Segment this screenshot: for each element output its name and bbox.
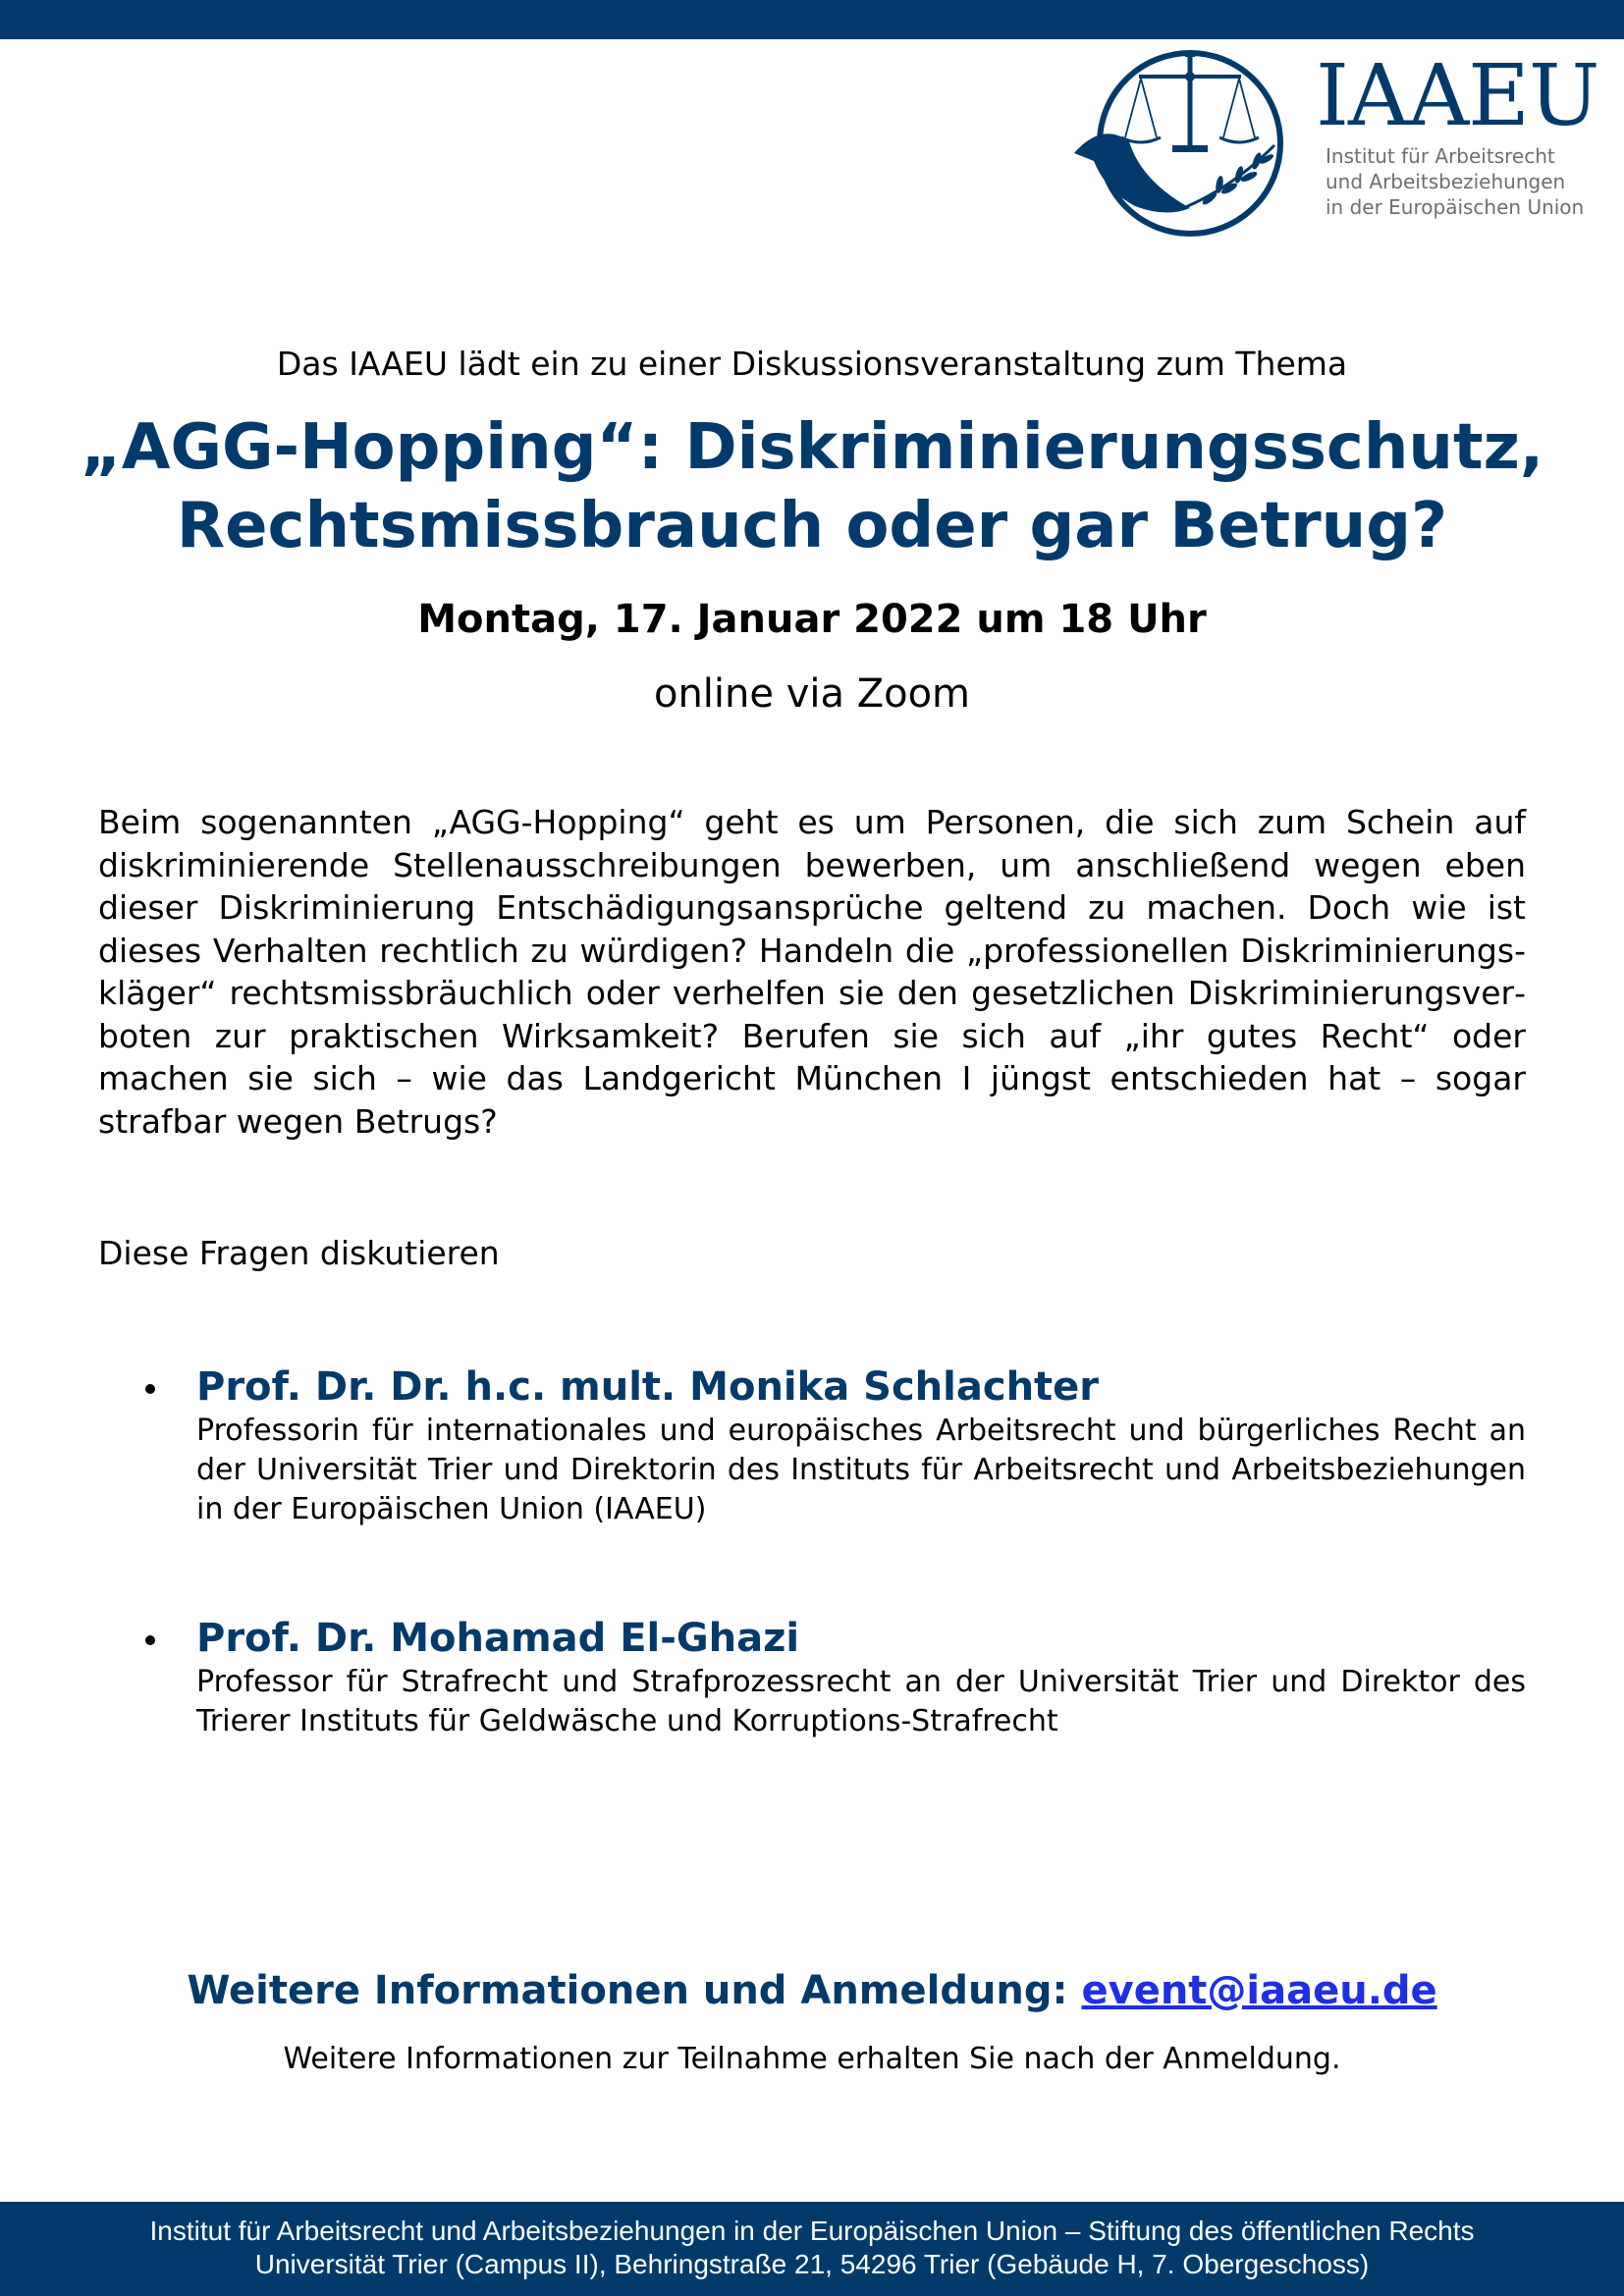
scales-of-justice-emblem-icon <box>1072 43 1306 240</box>
event-date: Montag, 17. Januar 2022 um 18 Uhr <box>417 597 1207 642</box>
discussion-intro: Diese Fragen diskutieren <box>98 1234 500 1272</box>
bullet-icon <box>145 1384 155 1394</box>
iaaeu-logo <box>1072 39 1599 245</box>
registration-label: Weitere Informationen und Anmeldung: <box>187 1968 1068 2013</box>
speaker-description: Professor für Strafrecht und Strafprozessrecht an der Universität Trier und Direktor des Trierer Instituts für Geldwäsche und Korruptions-Strafrecht <box>196 1665 1526 1738</box>
invitation-line: Das IAAEU lädt ein zu einer Diskussionsveranstaltung zum Thema <box>276 345 1348 383</box>
logo-subtitle <box>1326 143 1584 220</box>
logo-subtitle-line: in der Europäischen Union <box>1326 195 1585 219</box>
event-title <box>79 408 1545 565</box>
footer-bar <box>0 2202 1624 2296</box>
speaker-item <box>196 1614 1526 1741</box>
event-location: online via Zoom <box>653 671 971 717</box>
speaker-name: Prof. Dr. Dr. h.c. mult. Monika Schlachter <box>196 1364 1100 1410</box>
registration-note: Weitere Informationen zur Teilnahme erhalten Sie nach der Anmeldung. <box>283 2042 1341 2076</box>
speaker-description: Professorin für internationales und europäisches Arbeitsrecht und bürgerliches Recht an der Universität Trier und Direktorin des Instituts für Arbeitsrecht und Arbeitsbeziehungen in der Europäischen Union (IAAEU) <box>196 1414 1526 1526</box>
registration-email-link[interactable]: event@iaaeu.de <box>1081 1968 1437 2013</box>
footer-line: Universität Trier (Campus II), Behringstraße 21, 54296 Trier (Gebäude H, 7. Obergeschoss) <box>254 2249 1370 2279</box>
top-banner-bar <box>0 0 1624 39</box>
event-title-line: „AGG-Hopping“: Diskriminierungsschutz, <box>80 411 1544 484</box>
bullet-icon <box>145 1635 155 1645</box>
footer-line: Institut für Arbeitsrecht und Arbeitsbeziehungen in der Europäischen Union – Stiftung des öffentlichen Rechts <box>149 2216 1475 2246</box>
logo-subtitle-line: Institut für Arbeitsrecht <box>1326 144 1555 168</box>
speaker-item <box>196 1362 1526 1529</box>
event-title-line: Rechtsmissbrauch oder gar Betrug? <box>176 490 1448 562</box>
event-description: Beim sogenannten „AGG-Hopping“ geht es um Personen, die sich zum Schein auf diskriminierende Stellenausschreibungen bewerben, um anschließend wegen eben dieser Diskriminierung Entschädigungsansprüche geltend zu machen. Doch wie ist dieses Verhalten rechtlich zu würdigen? Handeln die „professionellen Diskriminierungskläger“ rechtsmissbräuchlich oder verhelfen sie den gesetzlichen Diskriminierungsverboten zur praktischen Wirksamkeit? Berufen sie sich auf „ihr gutes Recht“ oder machen sie sich – wie das Landgericht München I jüngst entschieden hat – sogar strafbar wegen Betrugs? <box>98 803 1526 1141</box>
logo-subtitle-line: und Arbeitsbeziehungen <box>1326 170 1566 193</box>
logo-wordmark: IAAEU <box>1316 47 1599 145</box>
speaker-name: Prof. Dr. Mohamad El-Ghazi <box>196 1616 800 1661</box>
registration-info <box>0 1965 1624 2016</box>
